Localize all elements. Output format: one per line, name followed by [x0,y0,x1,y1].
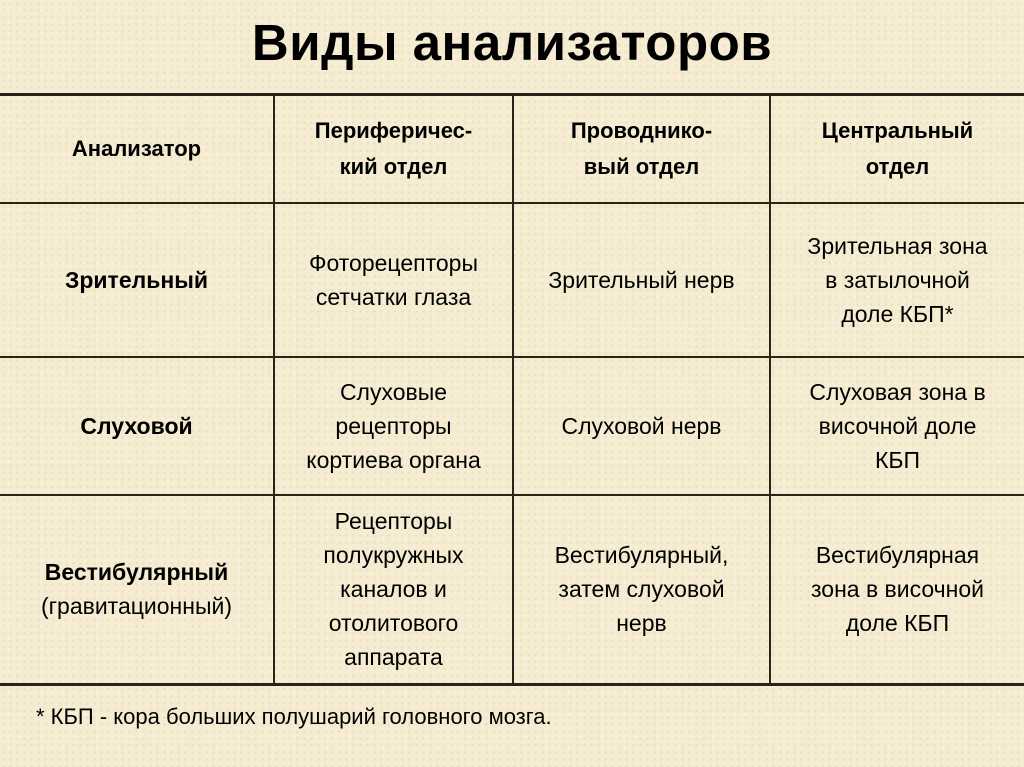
cell-line: Фоторецепторы [309,249,478,276]
cell-central [770,495,1024,685]
cell-line: затем слуховой [558,576,725,603]
cell-line: Зрительная зона [807,232,988,259]
cell-line: доле КБП* [841,300,954,327]
cell-line: Слуховая зона в [809,378,986,405]
header-line: отдел [865,153,930,179]
cell-conductive [513,357,770,495]
cell-line: Рецепторы [334,508,453,535]
cell-line: Вестибулярная [815,542,980,569]
cell-conductive [513,203,770,357]
slide-title: Виды анализаторов [251,14,773,71]
header-line: Периферичес- [314,117,473,143]
cell-peripheral [274,495,513,685]
cell-conductive [513,495,770,685]
cell-line: сетчатки глаза [315,283,472,310]
cell-line: Вестибулярный, [554,542,729,569]
analyzers-table [0,93,1024,686]
cell-line: аппарата [344,644,443,671]
analyzer-name: Зрительный [64,266,209,293]
cell-peripheral [274,203,513,357]
table-row [0,495,1024,685]
cell-analyzer-name [0,203,274,357]
cell-line: Слуховой нерв [561,412,722,439]
table-row [0,203,1024,357]
analyzer-subname: (гравитационный) [40,593,233,620]
footnote: * КБП - кора больших полушарий головного мозга. [36,704,552,729]
cell-central [770,203,1024,357]
cell-line: Зрительный нерв [548,266,735,293]
table-row [0,357,1024,495]
cell-line: рецепторы [335,412,452,439]
cell-line: кортиева органа [306,446,481,473]
cell-line: височной доле [818,412,977,439]
cell-line: полукружных [323,542,464,569]
header-line: Анализатор [71,135,202,161]
cell-line: нерв [616,610,667,637]
cell-line: доле КБП [845,610,950,637]
cell-line: отолитового [328,610,459,637]
header-analyzer [0,95,274,203]
cell-analyzer-name [0,495,274,685]
cell-line: КБП [874,446,921,473]
cell-line: зона в височной [810,576,984,603]
header-peripheral [274,95,513,203]
analyzer-name: Вестибулярный [44,559,229,586]
table-header-row [0,95,1024,203]
cell-line: каналов и [340,576,447,603]
cell-peripheral [274,357,513,495]
header-conductive [513,95,770,203]
cell-line: в затылочной [825,266,970,293]
header-central [770,95,1024,203]
header-line: кий отдел [339,153,448,179]
analyzer-name: Слуховой [80,412,193,439]
header-line: Проводнико- [570,117,713,143]
header-line: вый отдел [583,153,700,179]
cell-central [770,357,1024,495]
cell-line: Слуховые [339,378,448,405]
header-line: Центральный [821,117,974,143]
cell-analyzer-name [0,357,274,495]
